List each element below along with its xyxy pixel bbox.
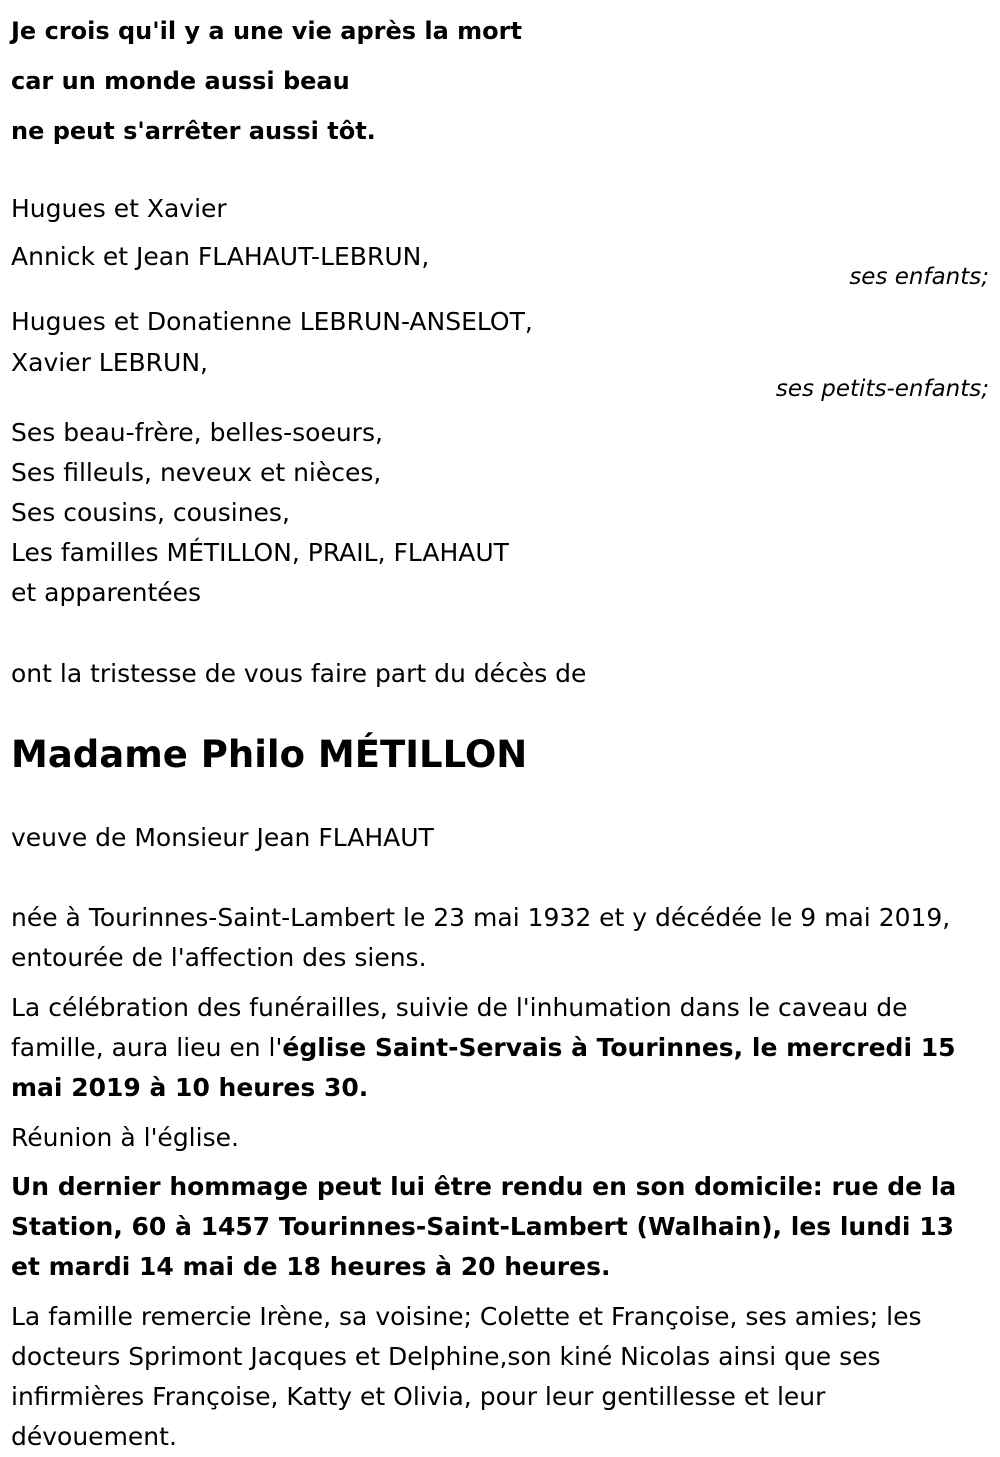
relatives-block bbox=[11, 413, 991, 613]
ceremony-intro: La célébration des funérailles, suivie de l'inhumation dans le caveau de famille, aura lieu en l' bbox=[11, 993, 908, 1062]
homage-text: Un dernier hommage peut lui être rendu en son domicile: rue de la Station, 60 à 1457 Tourinnes-Saint-Lambert (Walhain), les lundi 13 et mardi 14 mai de 18 heures à 20 heures. bbox=[11, 1172, 957, 1281]
deceased-name: Madame Philo MÉTILLON bbox=[11, 733, 528, 776]
grandchildren-line: Xavier LEBRUN, bbox=[11, 348, 208, 377]
ceremony-details: église Saint-Servais à Tourinnes, le mercredi 15 mai 2019 à 10 heures 30. bbox=[11, 1033, 956, 1102]
widow-of-text: veuve de Monsieur Jean FLAHAUT bbox=[11, 823, 434, 852]
grandchildren-role: ses petits-enfants; bbox=[775, 376, 989, 402]
announcement-text: ont la tristesse de vous faire part du décès de bbox=[11, 659, 587, 688]
birth-death-text: née à Tourinnes-Saint-Lambert le 23 mai 1932 et y décédée le 9 mai 2019, entourée de l'affection des siens. bbox=[11, 903, 951, 972]
children-line: Annick et Jean FLAHAUT-LEBRUN, bbox=[11, 242, 430, 271]
relatives-line: Ses cousins, cousines, bbox=[11, 498, 290, 527]
epigraph-quote bbox=[11, 6, 991, 156]
ceremony-text bbox=[11, 988, 991, 1108]
relatives-line: et apparentées bbox=[11, 578, 202, 607]
meeting-text: Réunion à l'église. bbox=[11, 1123, 239, 1152]
quote-line: ne peut s'arrêter aussi tôt. bbox=[11, 117, 376, 145]
children-block bbox=[11, 185, 991, 292]
children-line: Hugues et Xavier bbox=[11, 194, 227, 223]
quote-line: car un monde aussi beau bbox=[11, 67, 350, 95]
obituary-notice bbox=[11, 0, 991, 1457]
relatives-line: Les familles MÉTILLON, PRAIL, FLAHAUT bbox=[11, 538, 509, 567]
children-role: ses enfants; bbox=[849, 264, 989, 290]
quote-line: Je crois qu'il y a une vie après la mort bbox=[11, 17, 522, 45]
relatives-line: Ses beau-frère, belles-soeurs, bbox=[11, 418, 383, 447]
grandchildren-block bbox=[11, 301, 991, 404]
relatives-line: Ses filleuls, neveux et nièces, bbox=[11, 458, 382, 487]
grandchildren-line: Hugues et Donatienne LEBRUN-ANSELOT, bbox=[11, 307, 533, 336]
thanks-text: La famille remercie Irène, sa voisine; Colette et Françoise, ses amies; les docteurs Sprimont Jacques et Delphine,son kiné Nicolas ainsi que ses infirmières Françoise, Katty et Olivia, pour leur gentillesse et leur dévouement. bbox=[11, 1302, 922, 1451]
